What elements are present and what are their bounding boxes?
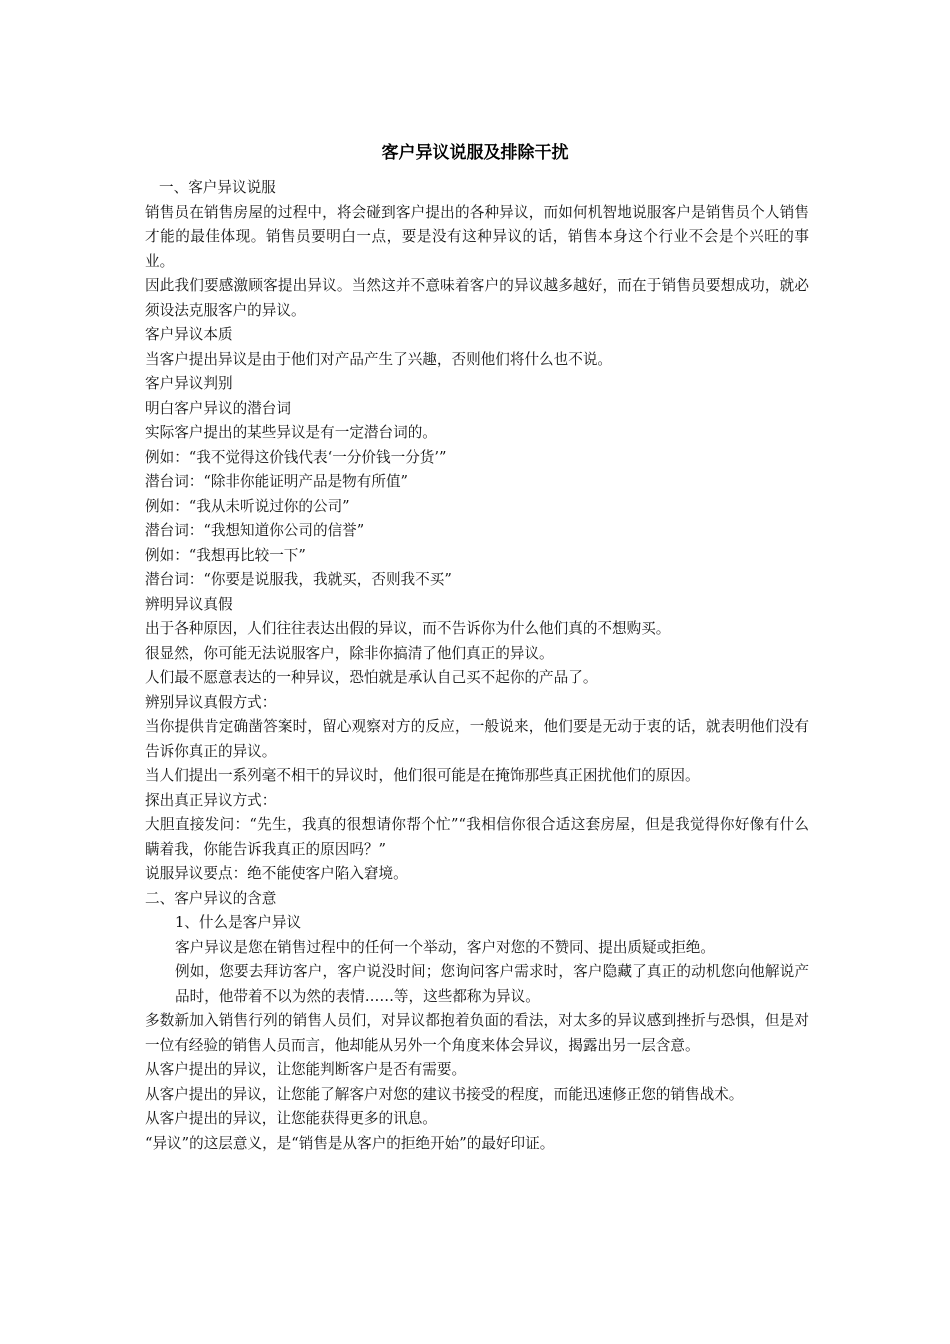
paragraph: 潜台词：“除非你能证明产品是物有所值” (145, 473, 409, 490)
paragraph: 出于各种原因，人们往往表达出假的异议，而不告诉你为什么他们真的不想购买。 (145, 620, 671, 637)
paragraph: 辨明异议真假 (145, 595, 233, 613)
document-body (145, 176, 809, 1156)
paragraph: 客户异议本质 (145, 326, 233, 343)
paragraph: 一、客户异议说服 (159, 179, 276, 196)
paragraph: 从客户提出的异议，让您能获得更多的讯息。 (145, 1110, 437, 1127)
paragraph: 例如：“我不觉得这价钱代表‘一分价钱一分货’” (145, 448, 447, 466)
paragraph: 客户异议是您在销售过程中的任何一个举动，客户对您的不赞同、提出质疑或拒绝。 (175, 938, 715, 956)
paragraph: 潜台词：“我想知道你公司的信誉” (145, 522, 365, 539)
paragraph: 1、什么是客户异议 (175, 914, 302, 931)
paragraph: 当人们提出一系列毫不相干的异议时，他们很可能是在掩饰那些真正困扰他们的原因。 (145, 767, 700, 784)
paragraph: 大胆直接发问：“先生，我真的很想请你帮个忙”“我相信你很合适这套房屋，但是我觉得你好像有什么瞒着我，你能告诉我真正的原因吗？” (145, 816, 809, 858)
paragraph: 因此我们要感激顾客提出异议。当然这并不意味着客户的异议越多越好，而在于销售员要想成功，就必须设法克服客户的异议。 (145, 277, 809, 319)
document-title: 客户异议说服及排除干扰 (381, 143, 569, 163)
paragraph: 人们最不愿意表达的一种异议，恐怕就是承认自己买不起你的产品了。 (145, 669, 598, 686)
paragraph: 例如，您要去拜访客户，客户说没时间；您询问客户需求时，客户隐藏了真正的动机您向他解说产品时，他带着不以为然的表情……等，这些都称为异议。 (175, 963, 809, 1005)
paragraph: 当客户提出异议是由于他们对产品产生了兴趣，否则他们将什么也不说。 (145, 350, 613, 368)
paragraph: 辨别异议真假方式： (145, 693, 277, 711)
paragraph: 从客户提出的异议，让您能判断客户是否有需要。 (145, 1061, 467, 1078)
paragraph: “异议”的这层意义，是“销售是从客户的拒绝开始”的最好印证。 (145, 1134, 555, 1152)
paragraph: 销售员在销售房屋的过程中，将会碰到客户提出的各种异议，而如何机智地说服客户是销售员个人销售才能的最佳体现。销售员要明白一点，要是没有这种异议的话，销售本身这个行业不会是个兴旺的事业。 (145, 203, 809, 270)
paragraph: 潜台词：“你要是说服我，我就买，否则我不买” (145, 571, 452, 588)
paragraph: 二、客户异议的含意 (145, 889, 277, 907)
paragraph: 当你提供肯定确凿答案时，留心观察对方的反应，一般说来，他们要是无动于衷的话，就表明他们没有告诉你真正的异议。 (145, 718, 809, 760)
paragraph: 说服异议要点：绝不能使客户陷入窘境。 (145, 865, 408, 882)
paragraph: 探出真正异议方式： (145, 791, 277, 809)
paragraph: 例如：“我从未听说过你的公司” (145, 497, 350, 515)
paragraph: 实际客户提出的某些异议是有一定潜台词的。 (145, 424, 437, 441)
paragraph: 客户异议判别 (145, 375, 233, 392)
paragraph: 很显然，你可能无法说服客户，除非你搞清了他们真正的异议。 (145, 644, 554, 662)
paragraph: 例如：“我想再比较一下” (145, 546, 306, 564)
paragraph: 明白客户异议的潜台词 (145, 399, 291, 417)
paragraph: 从客户提出的异议，让您能了解客户对您的建议书接受的程度，而能迅速修正您的销售战术。 (145, 1085, 744, 1103)
paragraph: 多数新加入销售行列的销售人员们，对异议都抱着负面的看法，对太多的异议感到挫折与恐惧，但是对一位有经验的销售人员而言，他却能从另外一个角度来体会异议，揭露出另一层含意。 (145, 1012, 809, 1054)
